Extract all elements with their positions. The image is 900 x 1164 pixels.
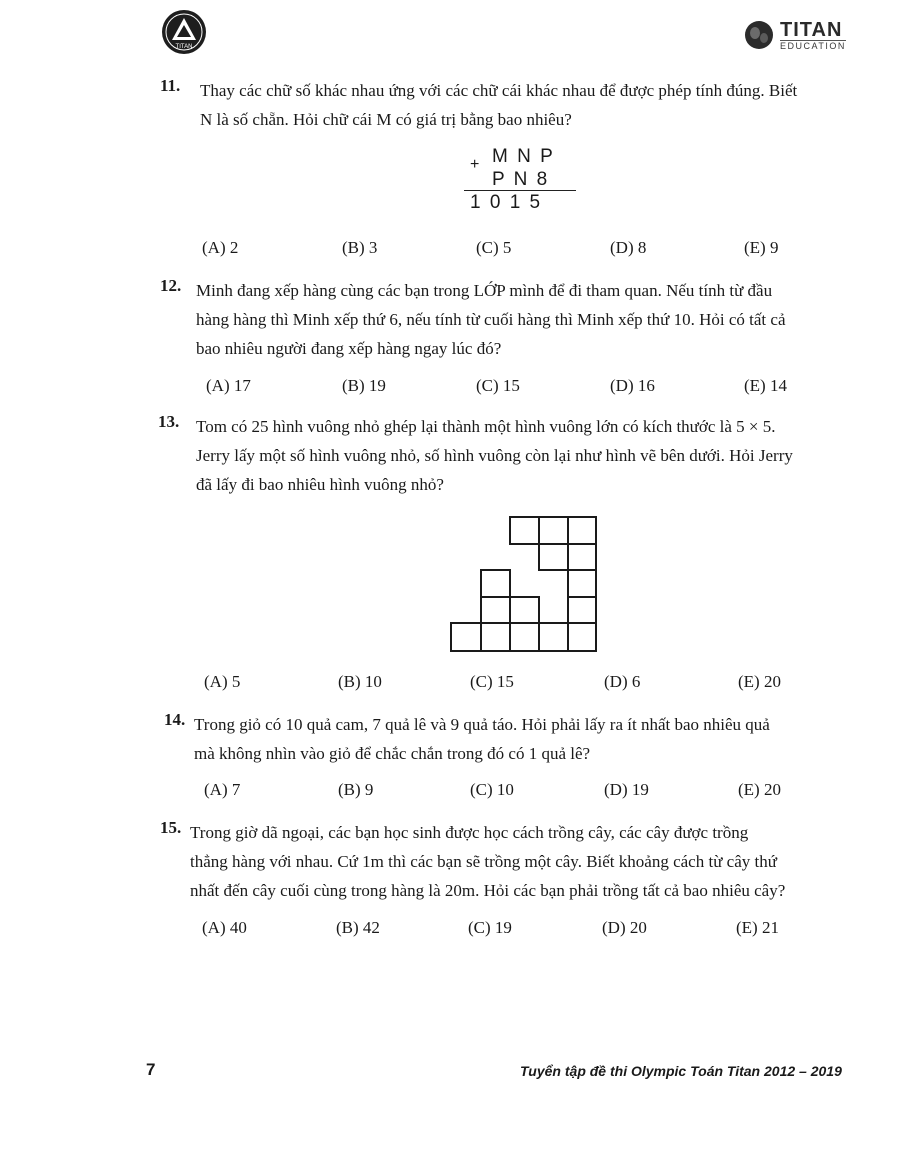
brand-name: TITAN [780, 18, 843, 41]
question-text [190, 818, 870, 905]
left-logo-text: TITAN [175, 44, 193, 50]
question-number: 11. [160, 76, 181, 95]
grid-square [510, 517, 539, 544]
option-d[interactable]: (D) 16 [610, 376, 655, 395]
question-line: Tom có 25 hình vuông nhỏ ghép lại thành một hình vuông lớn có kích thước là 5 × 5. [196, 417, 776, 436]
option-e[interactable]: (E) 20 [738, 672, 781, 691]
question-line: Trong giờ dã ngoại, các bạn học sinh được học cách trồng cây, các cây được trồng [190, 823, 749, 842]
grid-square [451, 623, 481, 651]
footer-title: Tuyển tập đề thi Olympic Toán Titan 2012 – 2019 [520, 1063, 842, 1079]
brand-subtitle: EDUCATION [780, 40, 846, 51]
question-line: N là số chẵn. Hỏi chữ cái M có giá trị bằng bao nhiêu? [200, 110, 572, 129]
question-line: Thay các chữ số khác nhau ứng với các chữ cái khác nhau để được phép tính đúng. Biết [200, 81, 798, 100]
question-line: đã lấy đi bao nhiêu hình vuông nhỏ? [196, 475, 444, 494]
option-d[interactable]: (D) 6 [604, 672, 641, 691]
question-number: 14. [164, 710, 186, 729]
option-a[interactable]: (A) 7 [204, 780, 241, 799]
question-number: 12. [160, 276, 182, 295]
option-d[interactable]: (D) 8 [610, 238, 647, 257]
question-line: Minh đang xếp hàng cùng các bạn trong LỚP mình để đi tham quan. Nếu tính từ đầu [196, 281, 773, 300]
option-b[interactable]: (B) 3 [342, 238, 378, 257]
grid-square [481, 597, 510, 623]
option-a[interactable]: (A) 2 [202, 238, 239, 257]
grid-square [568, 544, 596, 570]
addition-row-2: P N 8 [492, 169, 548, 190]
question-text [194, 710, 874, 768]
option-c[interactable]: (C) 15 [470, 672, 514, 691]
option-a[interactable]: (A) 17 [206, 376, 251, 395]
grid-square [539, 544, 568, 570]
grid-square [510, 597, 539, 623]
page-number: 7 [146, 1060, 156, 1079]
grid-square [568, 623, 596, 651]
square-grid-figure [448, 514, 598, 654]
globe-icon [744, 20, 774, 50]
grid-square [539, 623, 568, 651]
grid-square [568, 517, 596, 544]
plus-sign: + [470, 156, 480, 173]
option-e[interactable]: (E) 20 [738, 780, 781, 799]
option-d[interactable]: (D) 20 [602, 918, 647, 937]
grid-square [539, 517, 568, 544]
option-c[interactable]: (C) 10 [470, 780, 514, 799]
addition-line [464, 190, 576, 191]
answer-options [0, 780, 900, 806]
option-b[interactable]: (B) 9 [338, 780, 374, 799]
option-e[interactable]: (E) 9 [744, 238, 779, 257]
option-b[interactable]: (B) 10 [338, 672, 382, 691]
question-number: 13. [158, 412, 180, 431]
option-b[interactable]: (B) 19 [342, 376, 386, 395]
question-line: thẳng hàng với nhau. Cứ 1m thì các bạn sẽ trồng một cây. Biết khoảng cách từ cây thứ [190, 852, 777, 871]
question-line: Trong giỏ có 10 quả cam, 7 quả lê và 9 quả táo. Hỏi phải lấy ra ít nhất bao nhiêu quả [194, 715, 770, 734]
option-c[interactable]: (C) 15 [476, 376, 520, 395]
option-c[interactable]: (C) 5 [476, 238, 512, 257]
question-line: bao nhiêu người đang xếp hàng ngay lúc đó? [196, 339, 502, 358]
titan-education-logo [744, 18, 846, 52]
question-line: nhất đến cây cuối cùng trong hàng là 20m. Hỏi các bạn phải trồng tất cả bao nhiêu cây? [190, 881, 786, 900]
grid-square [481, 623, 510, 651]
answer-options [0, 672, 900, 698]
option-d[interactable]: (D) 19 [604, 780, 649, 799]
answer-options [0, 238, 900, 264]
option-b[interactable]: (B) 42 [336, 918, 380, 937]
question-text [196, 276, 876, 363]
question-text [200, 76, 880, 134]
option-c[interactable]: (C) 19 [468, 918, 512, 937]
grid-square [510, 623, 539, 651]
addition-result: 1 0 1 5 [470, 192, 541, 213]
question-text [196, 412, 876, 499]
option-a[interactable]: (A) 5 [204, 672, 241, 691]
grid-square [568, 570, 596, 597]
grid-square [568, 597, 596, 623]
question-line: Jerry lấy một số hình vuông nhỏ, số hình vuông còn lại như hình vẽ bên dưới. Hỏi Jerry [196, 446, 793, 465]
grid-square [481, 570, 510, 597]
option-e[interactable]: (E) 21 [736, 918, 779, 937]
answer-options [0, 918, 900, 944]
option-e[interactable]: (E) 14 [744, 376, 787, 395]
addition-row-1: M N P [492, 146, 553, 167]
answer-options [0, 376, 900, 402]
question-line: hàng hàng thì Minh xếp thứ 6, nếu tính từ cuối hàng thì Minh xếp thứ 10. Hỏi có tất cả [196, 310, 786, 329]
left-logo [160, 8, 208, 56]
question-number: 15. [160, 818, 182, 837]
question-line: mà không nhìn vào giỏ để chắc chắn trong đó có 1 quả lê? [194, 744, 591, 763]
addition-problem [460, 146, 580, 218]
option-a[interactable]: (A) 40 [202, 918, 247, 937]
